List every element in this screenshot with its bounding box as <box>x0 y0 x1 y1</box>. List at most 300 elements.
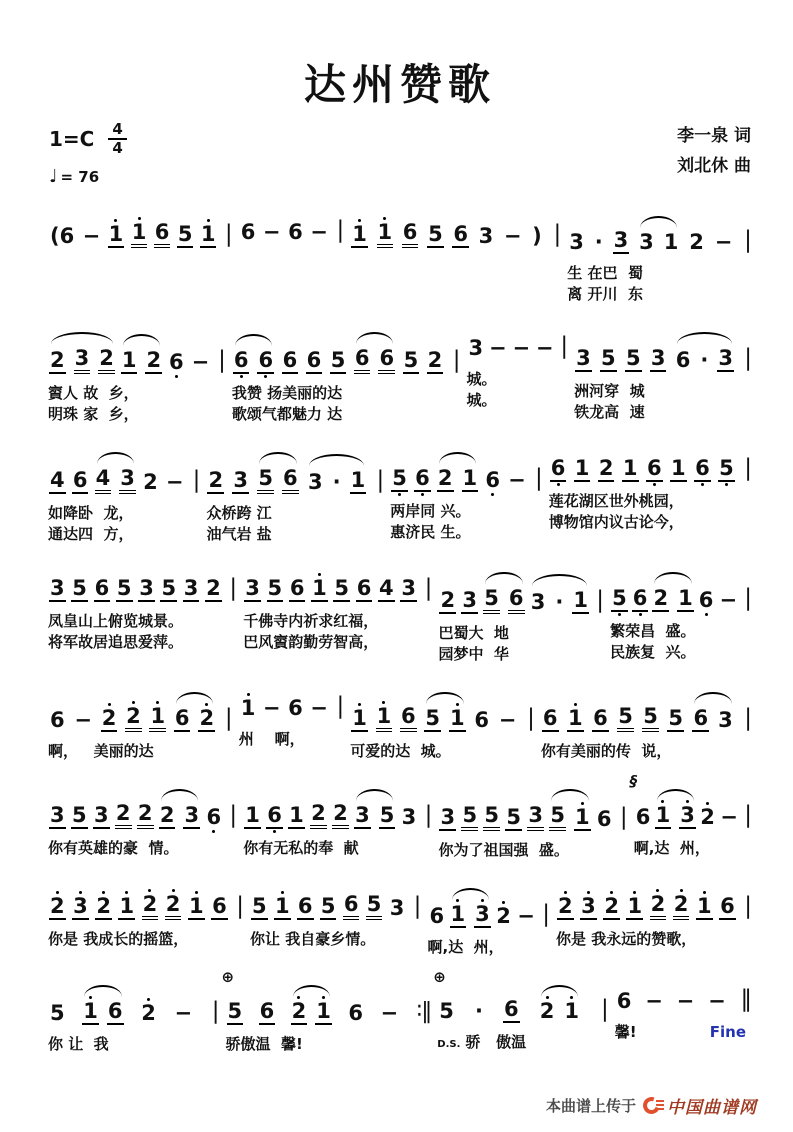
system-5 <box>45 677 755 761</box>
octave-dots-below <box>322 1025 325 1030</box>
lyric-text: 凤皇山上俯览城景。 <box>48 612 184 631</box>
note <box>699 801 716 834</box>
note-digit: 5 <box>71 577 88 602</box>
note <box>427 218 444 253</box>
note <box>498 704 518 737</box>
note <box>160 572 177 607</box>
note-digit: 6 <box>719 895 736 920</box>
above-row <box>44 774 237 789</box>
lyric-line <box>226 1033 432 1054</box>
octave-dots-below <box>409 248 412 253</box>
octave-dots-below <box>490 614 493 619</box>
above-row <box>424 873 551 888</box>
barline: | <box>596 587 605 614</box>
lyric-line <box>250 928 422 949</box>
note <box>719 890 736 925</box>
barline: | <box>744 345 752 372</box>
lyric-text: 骄傲温 馨! <box>225 1035 303 1054</box>
octave-dots-below <box>89 1025 92 1030</box>
note <box>140 997 157 1030</box>
note <box>632 582 649 617</box>
lyric-line <box>232 382 461 403</box>
note <box>461 584 478 619</box>
lyric-line <box>574 401 752 422</box>
octave-dots-below <box>205 732 208 737</box>
note-digit: 6 <box>257 349 274 374</box>
note <box>437 462 454 497</box>
octave-dots-below <box>396 920 399 925</box>
octave-dots-below <box>56 494 59 499</box>
above-row <box>202 437 384 452</box>
octave-dots-below <box>558 614 561 619</box>
octave-dots-below <box>294 244 297 249</box>
lyric-line <box>567 283 752 304</box>
note <box>173 997 193 1030</box>
octave-dots-below <box>512 831 515 836</box>
octave-dots-below <box>126 494 129 499</box>
note <box>149 700 166 737</box>
note-digit: · <box>555 590 564 615</box>
barline: | <box>527 705 535 732</box>
lyric-text: 馨! <box>614 1023 637 1042</box>
notes-row <box>467 332 569 365</box>
octave-dots-below <box>642 829 645 834</box>
measure <box>45 677 236 761</box>
note-digit: 3 <box>478 224 494 248</box>
note-digit: 2 <box>673 893 690 920</box>
notes-row <box>541 692 752 737</box>
note <box>439 801 456 836</box>
notes-row <box>48 452 200 499</box>
above-row <box>611 970 752 985</box>
notes-row <box>48 789 237 834</box>
lyric-line <box>48 928 244 949</box>
note <box>315 995 332 1030</box>
note-digit: 1 <box>377 221 394 248</box>
octave-dots-below <box>123 602 126 607</box>
note-digit: 3 <box>575 347 592 372</box>
octave-dots-below <box>122 829 125 834</box>
octave-dots-below <box>701 482 704 487</box>
system-4 <box>45 557 755 664</box>
notes-row <box>48 985 220 1030</box>
lyric-text: 离 开川 东 <box>567 285 643 304</box>
above-row <box>228 317 461 332</box>
note-digit: 2 <box>159 804 176 829</box>
octave-dots-below <box>670 254 673 259</box>
coda-icon: ⊕ <box>221 968 235 987</box>
octave-dots-below <box>564 920 567 925</box>
note-digit: 3 <box>613 229 630 254</box>
note-digit: − <box>310 696 328 721</box>
note-digit: 2 <box>95 895 112 920</box>
notes-row <box>574 332 752 377</box>
note <box>177 218 194 253</box>
octave-dots-below <box>239 494 242 499</box>
note <box>483 799 500 836</box>
octave-dots-below <box>661 829 664 834</box>
lyric-text: 两岸同 兴。 <box>390 502 471 521</box>
note <box>72 890 89 925</box>
note-digit: 5 <box>227 1000 244 1025</box>
meta-left <box>45 122 127 187</box>
octave-dots-below <box>295 829 298 834</box>
note <box>379 799 396 834</box>
lyric-text: 油气岩 盐 <box>206 525 272 544</box>
note-digit: 2 <box>650 893 667 920</box>
lyric-text: 巴蜀大 地 <box>438 624 509 643</box>
note <box>391 462 408 497</box>
above-row <box>44 201 233 216</box>
barline: | <box>542 901 550 928</box>
note-digit: 2 <box>142 893 159 920</box>
above-row <box>463 317 569 332</box>
measure <box>387 437 545 544</box>
octave-dots-below <box>294 720 297 725</box>
note-digit: 5 <box>251 895 268 920</box>
note <box>719 584 739 617</box>
note-digit: − <box>508 468 526 493</box>
octave-dots-below <box>599 732 602 737</box>
note <box>402 216 419 253</box>
octave-dots-below <box>270 720 273 725</box>
note-digit: − <box>74 708 92 733</box>
note <box>484 464 501 497</box>
time-numerator: 4 <box>108 122 126 140</box>
note-digit: 6 <box>646 457 663 482</box>
above-row <box>537 677 752 692</box>
lyric-text: 明珠 家 乡， <box>48 405 139 424</box>
note-digit: 5 <box>403 349 420 374</box>
slur-group <box>654 789 697 834</box>
note-digit: 6 <box>592 707 609 732</box>
note <box>478 220 495 253</box>
octave-dots-below <box>56 920 59 925</box>
lyric-line <box>206 523 384 544</box>
notes-row <box>48 572 237 607</box>
octave-dots-below <box>156 732 159 737</box>
note <box>200 218 217 253</box>
lyrics-block <box>226 1033 432 1054</box>
slur-group <box>48 332 116 379</box>
note <box>462 462 479 497</box>
system-6 <box>45 774 755 860</box>
note <box>567 702 584 737</box>
octave-dots-below <box>102 920 105 925</box>
note <box>450 898 467 933</box>
note <box>138 572 155 607</box>
note-digit: 3 <box>679 804 696 829</box>
note-digit: 1 <box>696 895 713 920</box>
note <box>274 890 291 925</box>
octave-dots-below <box>674 732 677 737</box>
note-digit: − <box>165 470 184 495</box>
note-digit: 1 <box>572 589 589 614</box>
lyrics-block <box>549 490 752 532</box>
lyrics-block <box>467 368 569 410</box>
octave-dot <box>653 483 656 486</box>
quarter-note-icon: ♩ <box>49 166 58 187</box>
note-digit: 6 <box>211 895 228 920</box>
note <box>574 801 591 836</box>
octave-dots-below <box>340 602 343 607</box>
measure <box>347 677 538 761</box>
octave-dots-below <box>233 1025 236 1030</box>
octave-dot <box>705 613 708 616</box>
lyrics-block <box>48 256 233 298</box>
note <box>452 218 469 253</box>
lyric-text: 你是 我成长的摇篮， <box>48 930 189 949</box>
lyric-line <box>556 928 752 949</box>
note-digit: 6 <box>306 349 323 374</box>
note <box>378 342 395 379</box>
note-digit: 6 <box>452 223 469 248</box>
note-digit: 1 <box>118 895 135 920</box>
note <box>625 342 642 377</box>
lyrics-block <box>574 380 752 422</box>
note-digit: · <box>474 999 483 1024</box>
note <box>49 704 66 737</box>
notes-row <box>48 332 226 379</box>
barline: | <box>413 893 422 920</box>
note <box>266 799 283 834</box>
composer-credit: 刘北休 曲 <box>677 155 751 176</box>
note <box>307 466 324 499</box>
measure <box>45 557 240 664</box>
note-digit: 3 <box>400 577 417 602</box>
note <box>82 995 99 1030</box>
note-digit: 3 <box>244 577 261 602</box>
octave-dots-below <box>214 494 217 499</box>
note <box>389 892 406 925</box>
note <box>282 462 299 499</box>
note <box>378 572 395 607</box>
lyric-text: 你为了祖国强 盛。 <box>438 841 569 860</box>
barline: | <box>192 467 201 494</box>
octave-dots-below <box>715 1013 718 1018</box>
barline: | <box>224 705 233 732</box>
note <box>107 995 124 1030</box>
lyrics-block <box>239 728 345 749</box>
note-digit: 3 <box>530 590 546 615</box>
octave-dots-below <box>56 602 59 607</box>
octave-dots-below <box>361 374 364 379</box>
note-digit: 1 <box>200 223 217 248</box>
note-digit: 5 <box>427 223 444 248</box>
note-digit: 5 <box>320 895 337 920</box>
note <box>94 572 111 607</box>
notes-row <box>634 789 752 834</box>
note <box>287 692 304 725</box>
note-digit: 6 <box>694 457 711 482</box>
octave-dots-below <box>446 831 449 836</box>
octave-dots-below <box>385 602 388 607</box>
octave-dots-below <box>212 602 215 607</box>
notes-row <box>206 452 384 499</box>
barline: | <box>452 347 461 374</box>
lyrics-block <box>615 1021 752 1042</box>
system-1 <box>45 201 755 304</box>
lyric-text: 铁龙高 速 <box>574 403 645 422</box>
measure <box>612 970 755 1054</box>
note <box>714 226 734 259</box>
note <box>580 890 597 925</box>
octave-dots-below <box>490 831 493 836</box>
note-digit: 6 <box>596 807 612 832</box>
octave-dots-below <box>682 372 685 377</box>
lyric-line <box>634 837 752 858</box>
notes-row <box>48 216 233 253</box>
octave-dots-below <box>653 1013 656 1018</box>
note-digit: 6 <box>72 469 89 494</box>
note <box>403 344 420 379</box>
above-row <box>239 557 432 572</box>
site-logo-icon <box>643 1097 660 1114</box>
slur-group <box>232 334 275 379</box>
above-row <box>44 677 233 692</box>
note <box>191 346 211 379</box>
note-digit: 3 <box>49 804 66 829</box>
note <box>262 692 282 725</box>
octave-dots-below <box>605 482 608 487</box>
octave-dots-below <box>350 920 353 925</box>
note-digit: 2 <box>101 707 118 732</box>
note <box>49 572 66 607</box>
note <box>676 985 696 1018</box>
octave-dots-below <box>138 248 141 253</box>
octave-dots-below <box>703 920 706 925</box>
above-row <box>239 774 432 789</box>
note <box>613 224 630 259</box>
note-digit: − <box>498 708 517 733</box>
note-digit: 1 <box>149 705 166 732</box>
note <box>174 702 191 737</box>
note <box>332 797 349 834</box>
note-digit: − <box>380 1001 399 1026</box>
note-digit: 6 <box>402 221 419 248</box>
barline: | <box>229 575 238 602</box>
measure <box>571 317 755 424</box>
note <box>698 584 715 617</box>
note-digit: 5 <box>617 705 634 732</box>
note-digit: 1 <box>240 696 256 721</box>
octave-dots-below <box>496 360 499 365</box>
note <box>72 464 89 499</box>
note <box>297 890 314 925</box>
note <box>289 572 306 607</box>
note-digit: 6 <box>206 805 222 830</box>
note-digit: 2 <box>557 895 574 920</box>
note <box>125 700 142 737</box>
octave-dot <box>264 375 267 378</box>
note <box>600 342 617 377</box>
octave-dots-below <box>289 494 292 499</box>
octave-dots-below <box>56 1025 59 1030</box>
note <box>542 702 559 737</box>
note-digit: 5 <box>366 893 383 920</box>
system-3 <box>45 437 755 544</box>
note-digit: − <box>708 989 726 1014</box>
note-digit: 2 <box>310 802 327 829</box>
note-digit: 2 <box>198 707 215 732</box>
octave-dots-below <box>677 482 680 487</box>
octave-dots-below <box>724 732 727 737</box>
octave-dots-below <box>684 612 687 617</box>
note-digit: 6 <box>259 1000 276 1025</box>
note-digit: 5 <box>71 804 88 829</box>
note <box>333 572 350 607</box>
note <box>527 799 544 836</box>
above-row <box>346 201 561 216</box>
octave-dots-below <box>101 494 104 499</box>
note-digit: 2 <box>652 587 669 612</box>
slur-group <box>482 572 525 619</box>
note <box>549 799 566 836</box>
lyric-text: 将军故居追思爱萍。 <box>48 633 184 652</box>
lyric-line <box>549 511 752 532</box>
note-digit: 6 <box>297 895 314 920</box>
above-row <box>545 437 752 452</box>
note-digit: 2 <box>689 230 704 254</box>
octave-dots-below <box>78 829 81 834</box>
octave-dots-below <box>510 1023 513 1028</box>
note <box>330 344 347 379</box>
lyric-text: 我赞 扬美丽的达 <box>231 384 343 403</box>
measure <box>631 774 755 860</box>
note-digit: 5 <box>718 457 735 482</box>
note-digit: 1 <box>567 707 584 732</box>
note-digit: 6 <box>288 696 303 721</box>
note-digit: 6 <box>282 467 299 494</box>
note <box>516 900 536 933</box>
octave-dots-below <box>468 614 471 619</box>
lyric-line <box>390 500 542 521</box>
lyric-line <box>48 382 226 403</box>
note <box>183 572 200 607</box>
note <box>93 799 110 834</box>
note-digit: 2 <box>427 349 444 374</box>
note <box>49 890 66 925</box>
octave-dots-below <box>61 248 64 253</box>
note <box>354 342 371 379</box>
slur-group <box>449 888 492 933</box>
note <box>468 332 485 365</box>
lyric-line <box>467 368 569 389</box>
octave-dots-below <box>484 248 487 253</box>
note <box>95 462 112 499</box>
note <box>673 888 690 925</box>
note <box>101 702 118 737</box>
octave-dots-below <box>480 732 483 737</box>
octave-dots-below <box>78 602 81 607</box>
note-digit: 5 <box>160 577 177 602</box>
octave-dots-below <box>699 732 702 737</box>
octave-dots-below <box>468 492 471 497</box>
note-digit: 6 <box>503 998 520 1023</box>
lyrics-block <box>350 740 535 761</box>
note-digit: 1 <box>564 999 579 1024</box>
octave-dots-below <box>327 920 330 925</box>
octave-dots-below <box>680 920 683 925</box>
note <box>449 702 466 737</box>
note-digit: − <box>262 696 281 721</box>
note <box>198 702 215 737</box>
note <box>142 466 159 499</box>
lyric-line <box>48 502 200 523</box>
slur-group <box>436 452 479 497</box>
note-digit: 5 <box>424 707 441 732</box>
octave-dots-below <box>181 732 184 737</box>
